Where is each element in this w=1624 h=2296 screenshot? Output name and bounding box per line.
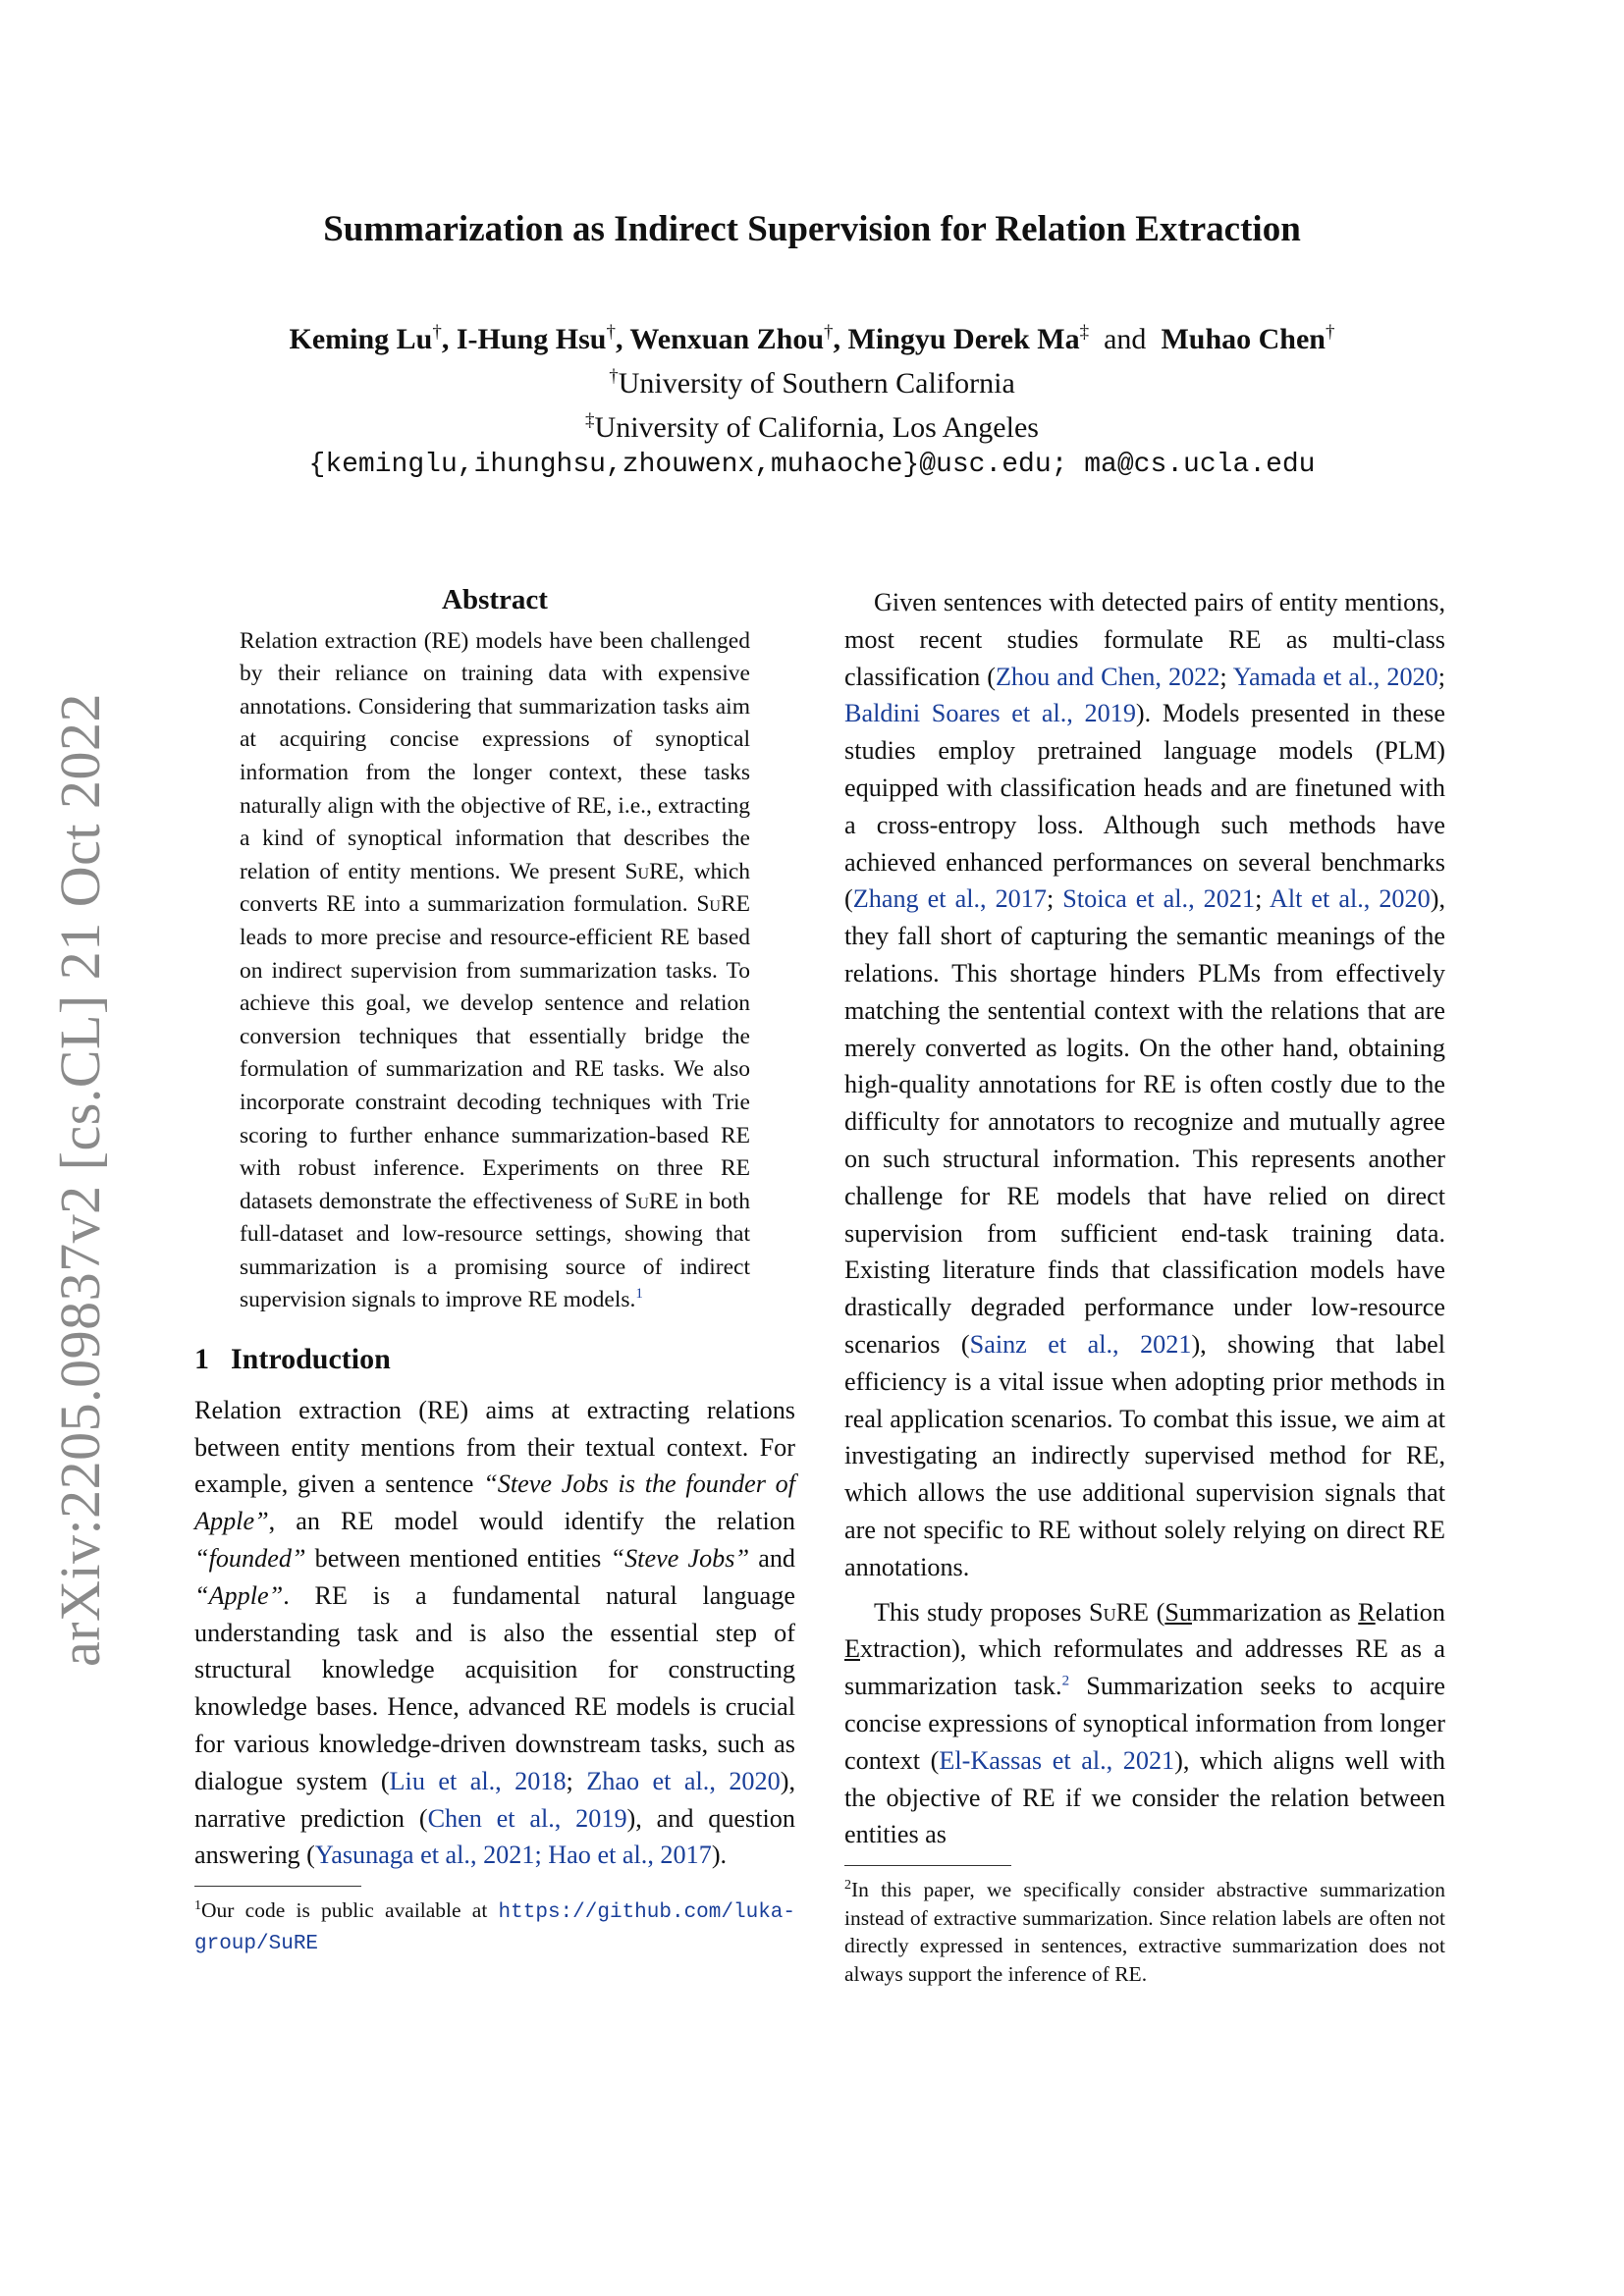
author-separator: , [615,323,630,355]
citation-link[interactable]: Zhao et al., 2020 [586,1766,781,1795]
example-quote: “Apple” [194,1580,284,1610]
citation-link[interactable]: Stoica et al., 2021 [1062,884,1256,914]
citation-link[interactable]: Yamada et al., 2020 [1232,662,1438,691]
body-paragraph [844,584,1445,1586]
citation-link[interactable]: Chen et al., 2019 [427,1803,627,1833]
author-mark: ‡ [1079,322,1090,343]
author-name: Muhao Chen [1161,323,1326,355]
body-text: ). [711,1841,728,1870]
method-name: SuRE [624,1188,678,1214]
body-text: ; [1219,662,1233,691]
acronym-letter: E [844,1634,860,1664]
method-name: SuRE [696,891,750,918]
method-name: SuRE [624,858,679,884]
footnote-text: Our code is public available at [201,1898,499,1923]
footnote-divider [844,1865,1011,1866]
body-text: ), and question answering ( [194,1803,795,1870]
footnote-ref[interactable]: 2 [1061,1673,1070,1689]
section-number: 1 [194,1343,209,1376]
body-text: ), they fall short of capturing the semantic meanings of the relations. This shortage hinders PLMs from effectively matching the sentential context with the relations that are merely converted as logits. On the other hand, obtaining high-quality annotations for RE is often costly due to the difficulty for annotators to recognize and mutually agree on such structural information. This represents another challenge for RE models that have relied on direct supervision from sufficient end-task training data. Existing literature finds that classification models have drastically degraded performance under low-resource scenarios ( [844,884,1445,1359]
author-name: I-Hung Hsu [456,323,607,355]
abstract-text: , which converts RE into a summarization formulation. [240,858,750,918]
body-paragraph [844,1594,1445,1854]
code-url-link[interactable]: https://github.com/luka-group/SuRE [194,1901,795,1955]
citation-link[interactable]: Baldini Soares et al., 2019 [844,699,1136,728]
body-text: Summarization seeks to acquire concise expressions of synoptical information from longer context ( [844,1672,1445,1775]
author-name: Keming Lu [289,323,433,355]
right-column [844,584,1445,1988]
body-text: Given sentences with detected pairs of entity mentions, most recent studies formulate RE as multi-class classification ( [844,588,1445,691]
footnote [194,1896,795,1958]
body-text: between mentioned entities [305,1544,611,1574]
footnote-divider [194,1886,361,1887]
author-name: Wenxuan Zhou [629,323,825,355]
affiliation-name: University of California, Los Angeles [594,411,1039,444]
footnote-mark: 1 [194,1898,201,1914]
author-separator: , [833,323,848,355]
body-text: This study proposes [874,1597,1090,1627]
body-text: ), which reformulates and addresses RE as a summarization task. [844,1634,1445,1701]
author-mark: † [606,322,616,343]
body-text: ; [566,1766,587,1795]
affiliation-mark: † [609,366,619,387]
abstract-text: in both full-dataset and low-resource settings, showing that summarization is a promising source of indirect supervision signals to improve RE models. [240,1188,750,1313]
affiliation [0,358,1624,402]
citation-link[interactable]: Yasunaga et al., 2021; Hao et al., 2017 [314,1841,712,1870]
author-separator: , [441,323,457,355]
method-name: SuRE [1089,1597,1150,1627]
body-text: and [749,1544,796,1574]
footnote-ref[interactable]: 1 [635,1286,643,1303]
abstract-text: Relation extraction (RE) models have been challenged by their reliance on training data with expensive annotations. Considering that summarization tasks aim at acquiring concise expressions of synoptical information from the longer context, these tasks naturally align with the objective of RE, i.e., extracting a kind of synoptical information that describes the relation of entity mentions. We present [240,627,750,884]
footnote-mark: 2 [844,1877,851,1893]
acronym-letter: R [1358,1597,1376,1627]
intro-paragraph [194,1392,795,1874]
body-text: . RE is a fundamental natural language understanding task and is also the essential step of structural knowledge acquisition for constructing knowledge bases. Hence, advanced RE models is crucial for various knowledge-driven downstream tasks, such as dialogue system ( [194,1580,795,1795]
body-text: ), which aligns well with the objective of RE if we consider the relation between entities as [844,1745,1445,1849]
abstract-text: leads to more precise and resource-efficient RE based on indirect supervision from summarization tasks. To achieve this goal, we develop sentence and relation conversion techniques that essentially bridge the formulation of summarization and RE tasks. We also incorporate constraint decoding techniques with Trie scoring to further enhance summarization-based RE with robust inference. Experiments on three RE datasets demonstrate the effectiveness of [240,924,750,1214]
affiliation [0,402,1624,447]
body-text: ), showing that label efficiency is a vital issue when adopting prior methods in real application scenarios. To combat this issue, we aim at investigating an indirectly supervised method for RE, which allows the use additional supervision signals that are not specific to RE without solely relying on direct RE annotations. [844,1329,1446,1581]
arxiv-identifier: arXiv:2205.09837v2 [cs.CL] 21 Oct 2022 [48,693,112,1667]
example-quote: “Steve Jobs is the founder of Apple” [194,1469,796,1536]
citation-link[interactable]: Sainz et al., 2021 [969,1329,1192,1359]
citation-link[interactable]: Alt et al., 2020 [1269,884,1431,914]
paper-title: Summarization as Indirect Supervision for Relation Extraction [323,209,1301,249]
body-text: ). Models presented in these studies employ pretrained language models (PLM) equipped with classification heads and are finetuned with a cross-entropy loss. Although such methods have achieved enhanced performances on several benchmarks ( [844,699,1445,914]
acronym-letter: Su [1164,1597,1192,1627]
citation-link[interactable]: Zhang et al., 2017 [852,884,1047,914]
body-text: mmarization as [1192,1597,1359,1627]
section-title: Introduction [231,1343,391,1376]
citation-link[interactable]: Liu et al., 2018 [389,1766,567,1795]
footnote-text: In this paper, we specifically consider abstractive summarization instead of extractive summarization. Since relation labels are often not directly expressed in sentences, extractive summarization does not always support the inference of RE. [844,1878,1445,1986]
author-name: Mingyu Derek Ma [847,323,1080,355]
footnote [844,1876,1445,1988]
body-text: ; [1046,884,1063,914]
body-text: ; [1437,662,1446,691]
section-heading [194,1341,795,1378]
affiliation-name: University of Southern California [618,367,1015,400]
author-and: and [1104,323,1147,355]
body-text: ), narrative prediction ( [194,1766,795,1833]
body-text: xtraction [860,1634,952,1664]
author-block [0,314,1624,484]
abstract-heading: Abstract [442,584,548,615]
author-list [0,314,1624,358]
body-text: Relation extraction (RE) aims at extracting relations between entity mentions from their textual context. For example, given a sentence [194,1395,795,1499]
body-text: ; [1255,884,1270,914]
body-text: ( [1149,1597,1165,1627]
body-text: , an RE model would identify the relation [268,1507,795,1536]
author-mark: † [1325,322,1335,343]
citation-link[interactable]: Zhou and Chen, 2022 [995,662,1220,691]
author-mark: † [432,322,442,343]
example-quote: “founded” [194,1544,306,1574]
example-quote: “Steve Jobs” [610,1544,750,1574]
abstract [240,584,750,1317]
left-column [194,584,795,1958]
author-mark: † [824,322,834,343]
citation-link[interactable]: El-Kassas et al., 2021 [939,1745,1175,1775]
affiliation-mark: ‡ [585,410,595,431]
author-emails: {keminglu,ihunghsu,zhouwenx,muhaoche}@usc.edu; ma@cs.ucla.edu [308,450,1316,480]
body-text: elation [1375,1597,1445,1627]
